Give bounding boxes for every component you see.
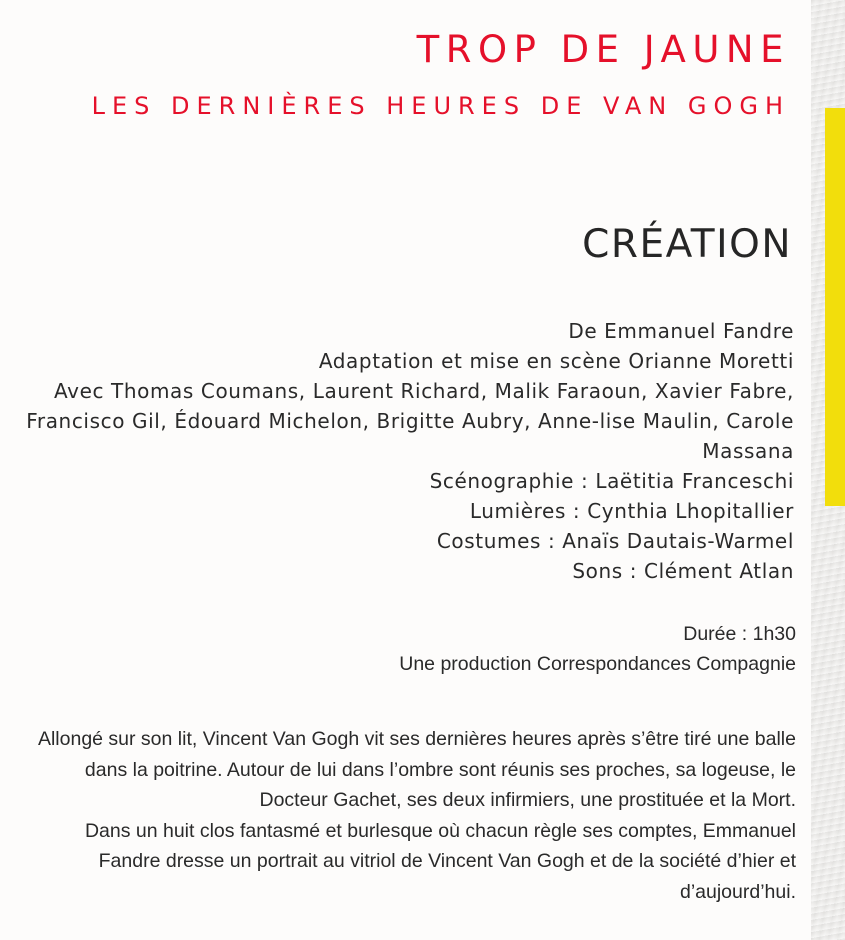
page-title: TROP DE JAUNE: [416, 28, 790, 71]
credit-lighting: Lumières : Cynthia Lhopitallier: [469, 499, 794, 523]
production-text: Une production Correspondances Compagnie: [399, 653, 796, 675]
credit-cast: Avec Thomas Coumans, Laurent Richard, Malik Faraoun, Xavier Fabre, Francisco Gil, Édouard Michelon, Brigitte Aubry, Anne-lise Maulin, Carole Massana: [26, 379, 794, 463]
credits-block: [24, 316, 794, 586]
synopsis-paragraph: Allongé sur son lit, Vincent Van Gogh vit ses dernières heures après s’être tiré une balle dans la poitrine. Autour de lui dans l’ombre sont réunis ses proches, sa logeuse, le Docteur Gachet, ses deux infirmiers, une prostituée et la Mort.: [37, 728, 796, 811]
credit-sound: Sons : Clément Atlan: [572, 559, 794, 583]
yellow-accent-stripe: [825, 108, 845, 506]
credit-scenography: Scénographie : Laëtitia Franceschi: [429, 469, 794, 493]
page-subtitle: LES DERNIÈRES HEURES DE VAN GOGH: [91, 92, 790, 120]
credit-author: De Emmanuel Fandre: [568, 319, 794, 343]
section-heading: CRÉATION: [582, 222, 792, 267]
synopsis-paragraph: Dans un huit clos fantasmé et burlesque où chacun règle ses comptes, Emmanuel Fandre dresse un portrait au vitriol de Vincent Van Gogh et de la société d’hier et d’aujourd’hui.: [84, 819, 796, 903]
credit-adaptation: Adaptation et mise en scène Orianne Moretti: [318, 349, 794, 373]
duration-text: Durée : 1h30: [683, 623, 796, 645]
credit-costumes: Costumes : Anaïs Dautais-Warmel: [436, 529, 794, 553]
production-info: [96, 619, 796, 679]
synopsis: [36, 724, 796, 907]
